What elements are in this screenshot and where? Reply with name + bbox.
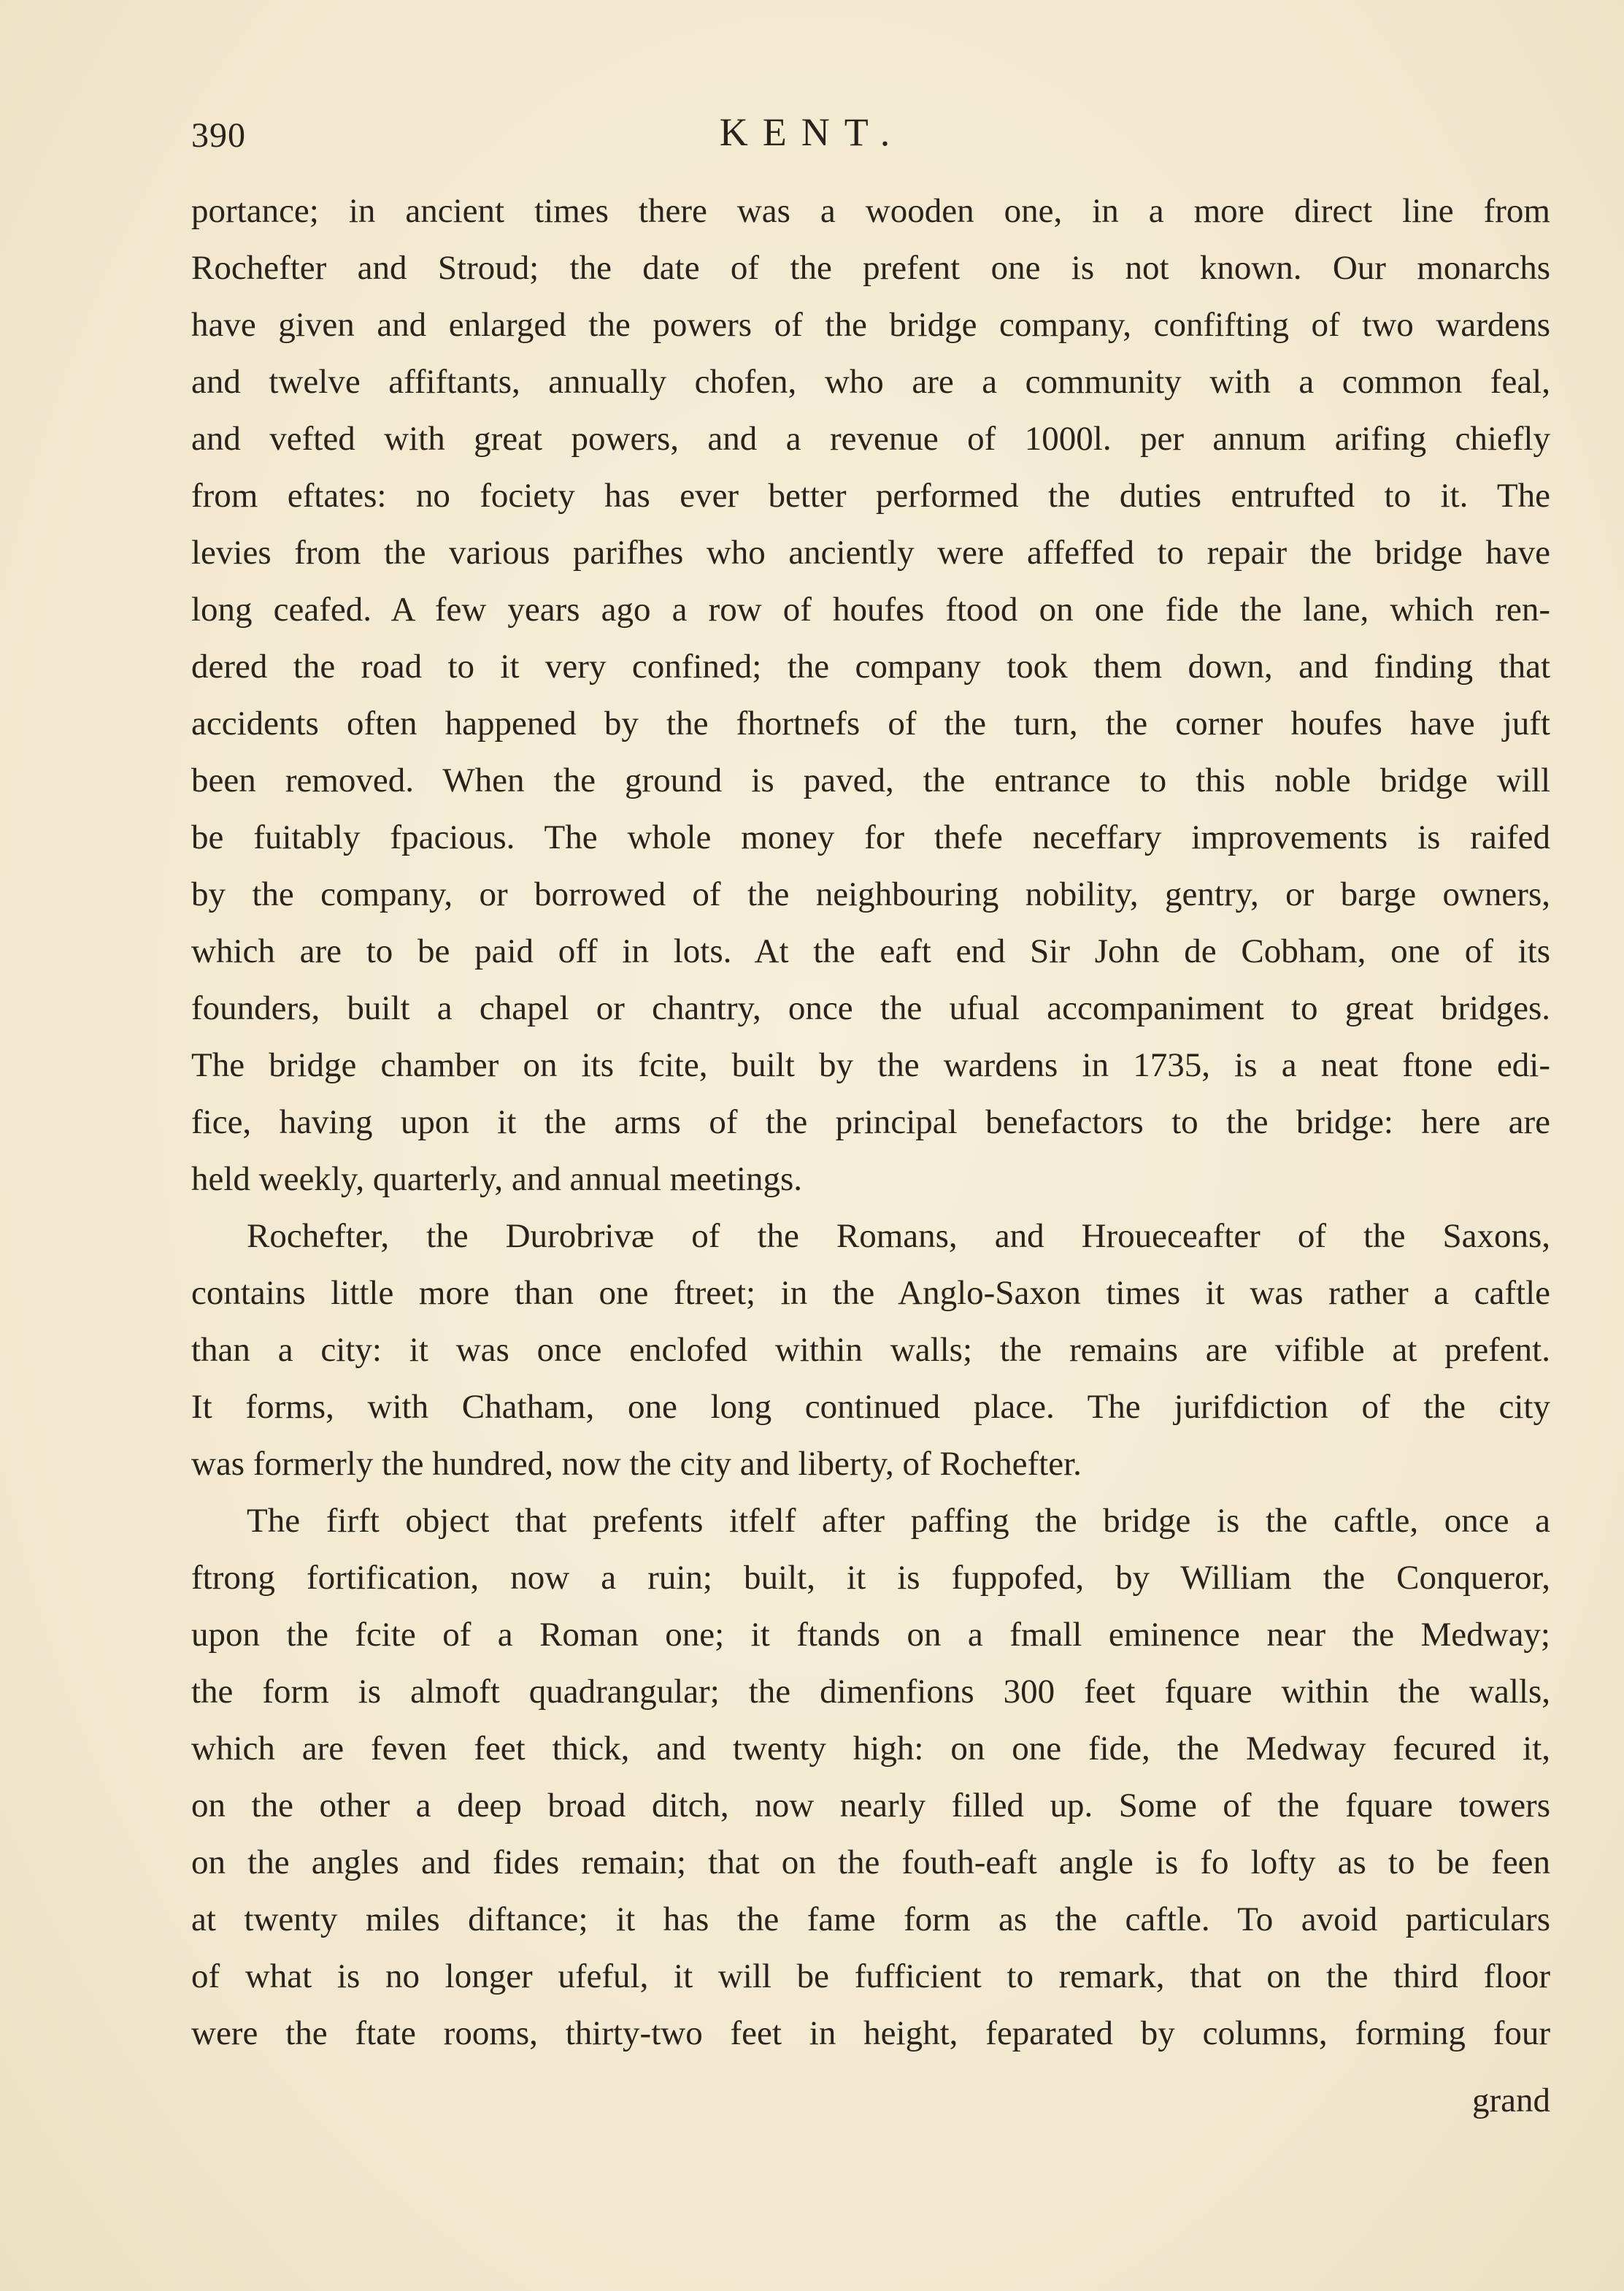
- text-line: which are to be paid off in lots. At the eaft end Sir John de Cobham, one of its: [191, 932, 1550, 970]
- paragraph-start-line: The firft object that prefents itfelf after paffing the bridge is the caftle, once a: [247, 1502, 1550, 1540]
- text-line: and twelve affiftants, annually chofen, who are a community with a common feal,: [191, 363, 1550, 401]
- catchword: grand: [1471, 2081, 1550, 2119]
- text-line: than a city: it was once enclofed within walls; the remains are vifible at prefent.: [191, 1331, 1550, 1369]
- text-line: upon the fcite of a Roman one; it ftands on a fmall eminence near the Medway;: [191, 1616, 1550, 1654]
- text-line: the form is almoft quadrangular; the dimenfions 300 feet fquare within the walls,: [191, 1673, 1550, 1711]
- text-line: The bridge chamber on its fcite, built by the wardens in 1735, is a neat ftone edi-: [191, 1046, 1550, 1084]
- paragraph-end-line: held weekly, quarterly, and annual meetings.: [191, 1160, 803, 1198]
- text-line: by the company, or borrowed of the neighbouring nobility, gentry, or barge owners,: [191, 875, 1550, 913]
- text-line: on the other a deep broad ditch, now nearly filled up. Some of the fquare towers: [191, 1787, 1550, 1824]
- text-line: contains little more than one ftreet; in the Anglo-Saxon times it was rather a caftle: [191, 1274, 1550, 1312]
- text-line: fice, having upon it the arms of the principal benefactors to the bridge: here are: [191, 1103, 1550, 1141]
- text-line: from eftates: no fociety has ever better performed the duties entrufted to it. The: [191, 477, 1550, 515]
- text-line: levies from the various parifhes who anciently were affeffed to repair the bridge have: [191, 534, 1550, 572]
- text-line: been removed. When the ground is paved, the entrance to this noble bridge will: [191, 761, 1550, 799]
- text-line: have given and enlarged the powers of the bridge company, confifting of two wardens: [191, 306, 1550, 344]
- text-line: be fuitably fpacious. The whole money for thefe neceffary improvements is raifed: [191, 818, 1550, 856]
- text-line: dered the road to it very confined; the company took them down, and finding that: [191, 648, 1550, 686]
- text-line: of what is no longer ufeful, it will be fufficient to remark, that on the third floor: [191, 1957, 1550, 1995]
- text-line: accidents often happened by the fhortnefs of the turn, the corner houfes have juft: [191, 705, 1550, 742]
- text-line: on the angles and fides remain; that on the fouth-eaft angle is fo lofty as to be feen: [191, 1843, 1550, 1881]
- text-line: long ceafed. A few years ago a row of houfes ftood on one fide the lane, which ren-: [191, 591, 1550, 629]
- page-number: 390: [191, 116, 246, 155]
- text-line: It forms, with Chatham, one long continued place. The jurifdiction of the city: [191, 1388, 1550, 1426]
- running-title: KENT.: [719, 110, 905, 154]
- text-line: were the ftate rooms, thirty-two feet in height, feparated by columns, forming four: [191, 2014, 1550, 2052]
- text-line: founders, built a chapel or chantry, once the ufual accompaniment to great bridges.: [191, 989, 1550, 1027]
- text-line: ftrong fortification, now a ruin; built, it is fuppofed, by William the Conqueror,: [191, 1559, 1550, 1597]
- text-line: Rochefter and Stroud; the date of the prefent one is not known. Our monarchs: [191, 249, 1550, 287]
- text-line: which are feven feet thick, and twenty high: on one fide, the Medway fecured it,: [191, 1730, 1550, 1768]
- text-line: and vefted with great powers, and a revenue of 1000l. per annum arifing chiefly: [191, 420, 1550, 458]
- text-line: at twenty miles diftance; it has the fame form as the caftle. To avoid particulars: [191, 1900, 1550, 1938]
- paragraph-start-line: Rochefter, the Durobrivæ of the Romans, and Hroueceafter of the Saxons,: [247, 1217, 1550, 1255]
- paragraph-end-line: was formerly the hundred, now the city and liberty, of Rochefter.: [191, 1445, 1082, 1483]
- text-line: portance; in ancient times there was a wooden one, in a more direct line from: [191, 192, 1550, 230]
